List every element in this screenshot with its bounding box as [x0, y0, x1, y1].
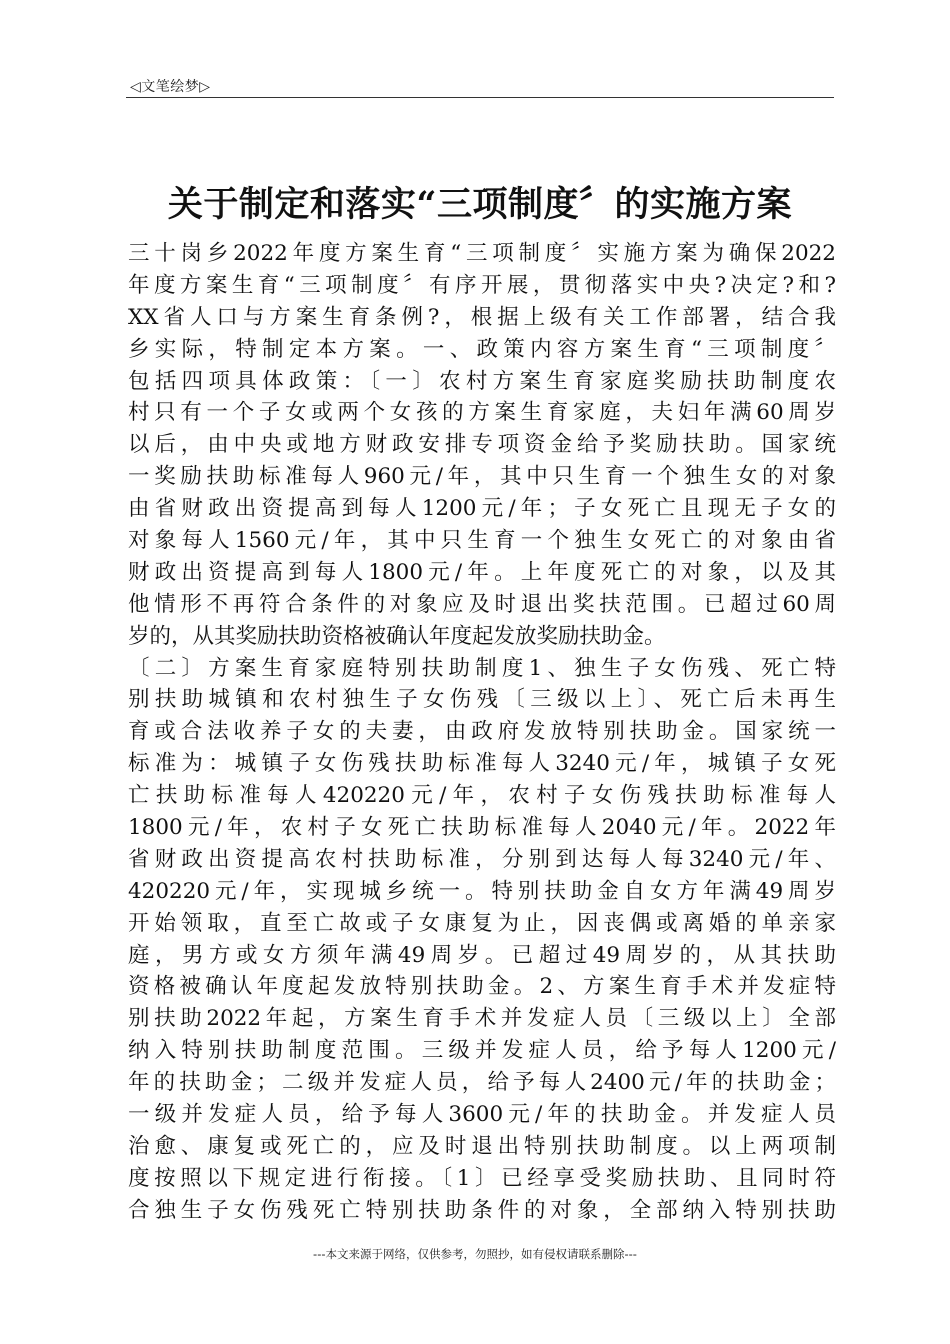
body-line: 标准为：城镇子女伤残扶助标准每人3240元/年，城镇子女死: [128, 751, 836, 777]
body-line: 由省财政出资提高到每人1200元/年；子女死亡且现无子女的: [128, 496, 836, 522]
body-line: 岁的，从其奖励扶助资格被确认年度起发放奖励扶助金。: [128, 623, 666, 649]
body-line: 以后，由中央或地方财政安排专项资金给予奖励扶助。国家统: [128, 432, 836, 458]
body-line: 别扶助2022年起，方案生育手术并发症人员〔三级以上〕全部: [128, 1006, 836, 1032]
body-line: 〔二〕方案生育家庭特别扶助制度1、独生子女伤残、死亡特: [128, 655, 836, 681]
body-line: 对象每人1560元/年，其中只生育一个独生女死亡的对象由省: [128, 528, 836, 554]
body-line: 资格被确认年度起发放特别扶助金。2、方案生育手术并发症特: [128, 974, 836, 1000]
document-header: ◁文笔绘梦▷: [130, 79, 211, 95]
body-line: 一奖励扶助标准每人960元/年，其中只生育一个独生女的对象: [128, 464, 836, 490]
body-line: 纳入特别扶助制度范围。三级并发症人员，给予每人1200元/: [128, 1038, 836, 1064]
body-line: 一级并发症人员，给予每人3600元/年的扶助金。并发症人员: [128, 1102, 836, 1128]
body-line: 三十岗乡2022年度方案生育“三项制度〞实施方案为确保2022: [128, 241, 836, 266]
body-line: 省财政出资提高农村扶助标准，分别到达每人每3240元/年、: [128, 846, 836, 872]
body-line: 包括四项具体政策：〔一〕农村方案生育家庭奖励扶助制度农: [128, 368, 836, 394]
page-footer: ---本文来源于网络，仅供参考，勿照抄，如有侵权请联系删除---: [313, 1247, 637, 1261]
body-line: 财政出资提高到每人1800元/年。上年度死亡的对象，以及其: [128, 559, 836, 585]
body-line: 开始领取，直至亡故或子女康复为止，因丧偶或离婚的单亲家: [128, 910, 836, 936]
document-title: 关于制定和落实“三项制度〞的实施方案: [167, 184, 793, 225]
body-line: 合独生子女伤残死亡特别扶助条件的对象，全部纳入特别扶助: [128, 1197, 836, 1223]
body-line: 村只有一个子女或两个女孩的方案生育家庭，夫妇年满60周岁: [128, 400, 836, 426]
body-line: 年的扶助金；二级并发症人员，给予每人2400元/年的扶助金；: [128, 1070, 836, 1096]
body-line: 乡实际，特制定本方案。一、政策内容方案生育“三项制度〞: [128, 336, 836, 362]
document-body: [128, 238, 836, 1227]
body-line: 庭，男方或女方须年满49周岁。已超过49周岁的，从其扶助: [128, 942, 836, 968]
body-line: XX省人口与方案生育条例?，根据上级有关工作部署，结合我: [128, 304, 836, 330]
body-line: 年度方案生育“三项制度〞有序开展，贯彻落实中央?决定?和?: [128, 272, 836, 298]
body-line: 他情形不再符合条件的对象应及时退出奖扶范围。已超过60周: [128, 591, 836, 617]
body-line: 1800元/年，农村子女死亡扶助标准每人2040元/年。2022年: [128, 815, 836, 841]
body-line: 420220元/年，实现城乡统一。特别扶助金自女方年满49周岁: [128, 878, 836, 904]
body-line: 度按照以下规定进行衔接。〔1〕已经享受奖励扶助、且同时符: [128, 1165, 836, 1191]
body-line: 治愈、康复或死亡的，应及时退出特别扶助制度。以上两项制: [128, 1133, 836, 1159]
header-divider: [126, 97, 834, 98]
body-line: 亡扶助标准每人420220元/年，农村子女伤残扶助标准每人: [128, 783, 836, 809]
body-line: 育或合法收养子女的夫妻，由政府发放特别扶助金。国家统一: [128, 719, 836, 745]
body-line: 别扶助城镇和农村独生子女伤残〔三级以上〕、死亡后未再生: [128, 687, 836, 713]
